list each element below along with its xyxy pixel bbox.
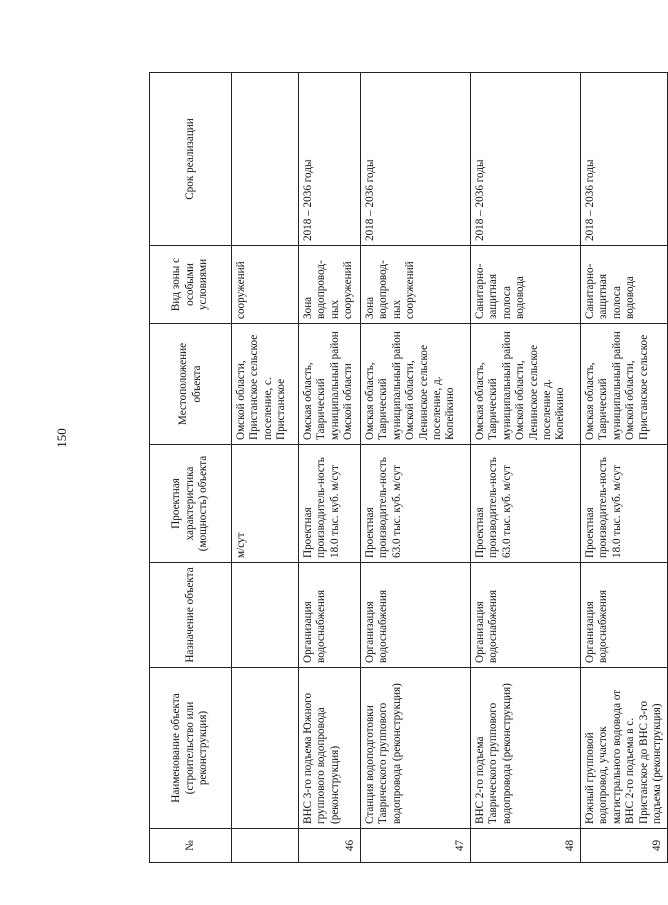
cell-zone: Санитарно-защитная полоса водовода [471,246,581,324]
cell-name: ВНС 2-го подъема Таврического группового водопровода (реконструкция) [471,668,581,829]
cell-term: 2018 – 2036 годы [471,73,581,246]
cell-location: Омская область, Таврический муниципальный район Омской области [299,324,361,445]
cell-term: 2018 – 2036 годы [299,73,361,246]
cell-term: 2018 – 2036 годы [581,73,668,246]
cell-name: Станция водоподготовки Таврического группового водопровода (реконструкция) [361,668,471,829]
table-row [581,73,668,863]
cell-num: 47 [361,829,471,863]
cell-location: Омская область, Таврический муниципальный район Омской области, Ленинское сельское поселение, д. Копейкино [361,324,471,445]
cell-num [232,829,299,863]
cell-zone: сооружений [232,246,299,324]
table-row [471,73,581,863]
header-spec: Проектная характеристика (мощность) объекта [150,445,232,563]
cell-name [232,668,299,829]
cell-num: 48 [471,829,581,863]
cell-purpose: Организация водоснабжения [361,563,471,668]
cell-location: Омской области, Пристанское сельское поселение, с. Пристанское [232,324,299,445]
cell-spec: Проектная производитель-ность 18.0 тыс. куб. м/сут [581,445,668,563]
cell-num: 46 [299,829,361,863]
objects-table [149,72,668,863]
table-row [232,73,299,863]
page-number: 150 [54,428,69,448]
header-location: Местоположение объекта [150,324,232,445]
header-zone: Вид зоны с особыми условиями [150,246,232,324]
cell-location: Омская область, Таврический муниципальный район Омской области, Пристанское сельское [581,324,668,445]
table-row [361,73,471,863]
cell-location: Омская область, Таврический муниципальный район Омской области, Ленинское сельское поселение д. Копейкино [471,324,581,445]
header-term: Срок реализации [150,73,232,246]
header-num: № [150,829,232,863]
cell-spec: Проектная производитель-ность 63.0 тыс. куб. м/сут [361,445,471,563]
cell-term: 2018 – 2036 годы [361,73,471,246]
cell-purpose: Организация водоснабжения [299,563,361,668]
cell-spec: м/сут [232,445,299,563]
cell-term [232,73,299,246]
cell-purpose: Организация водоснабжения [581,563,668,668]
table-header-row [150,73,232,863]
cell-zone: Зона водопровод-ных сооружений [361,246,471,324]
cell-purpose [232,563,299,668]
header-name: Наименование объекта (строительство или реконструкция) [150,668,232,829]
table-row [299,73,361,863]
cell-name: ВНС 3-го подъема Южного группового водопровода (реконструкция) [299,668,361,829]
cell-name: Южный групповой водопровод, участок магистрального водовода от ВНС 2-го подъема в с. Пристанское до ВНС 3-го подъема (реконструкция) [581,668,668,829]
cell-zone: Санитарно-защитная полоса водовода [581,246,668,324]
cell-purpose: Организация водоснабжения [471,563,581,668]
cell-spec: Проектная производитель-ность 63.0 тыс. куб. м/сут [471,445,581,563]
cell-num: 49 [581,829,668,863]
cell-spec: Проектная производитель-ность 18.0 тыс. куб. м/сут [299,445,361,563]
header-purpose: Назначение объекта [150,563,232,668]
rotated-table-container [149,73,664,863]
cell-zone: Зона водопровод-ных сооружений [299,246,361,324]
